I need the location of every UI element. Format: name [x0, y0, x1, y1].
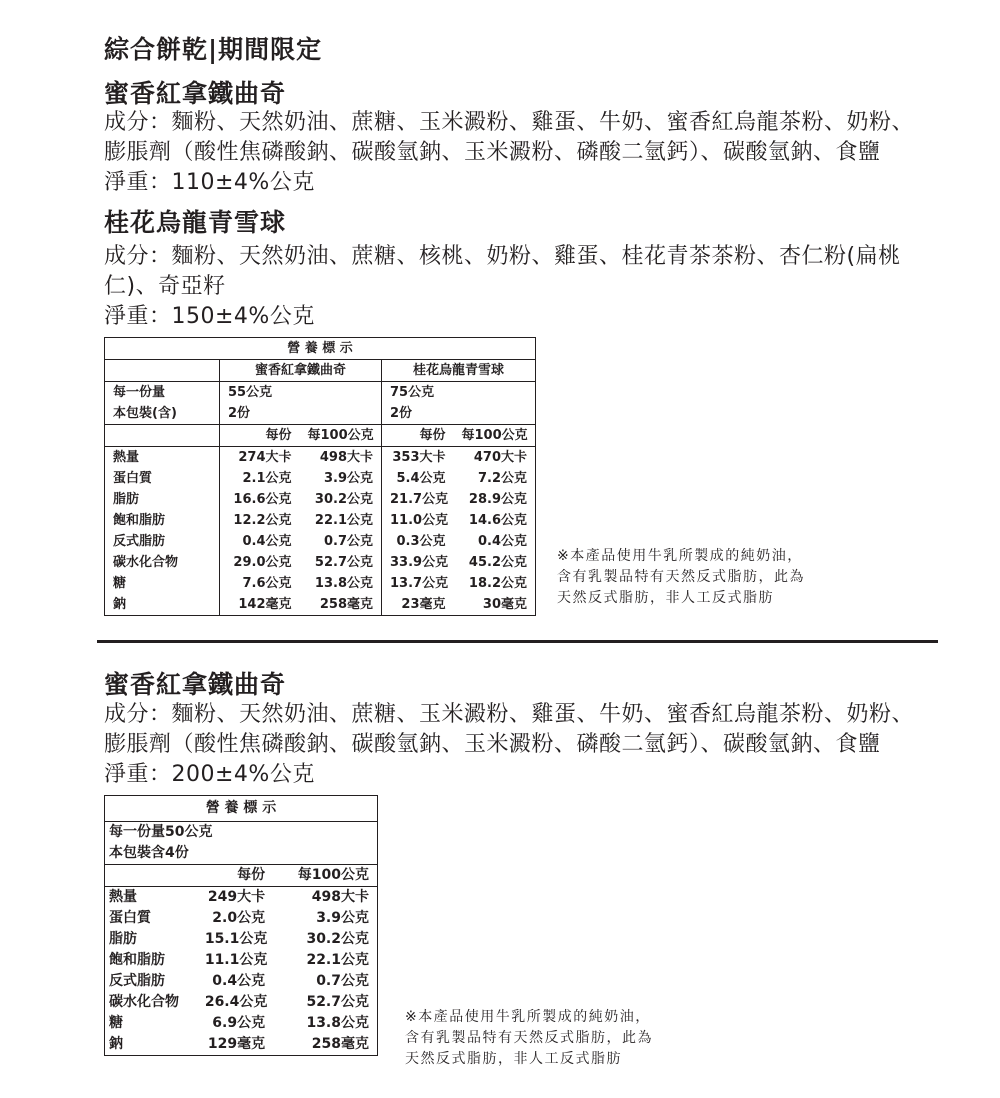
note-line: ※本產品使用牛乳所製成的純奶油，	[405, 1009, 651, 1025]
product-b-per-serving: 353大卡	[382, 447, 454, 469]
per-100g-value: 3.9公克	[316, 910, 369, 926]
product1-ingredients-line2: 膨脹劑（酸性焦磷酸鈉、碳酸氫鈉、玉米澱粉、磷酸二氫鈣）、碳酸氫鈉、食鹽	[104, 140, 881, 165]
nutrient-row	[105, 552, 536, 573]
product-a-per-serving: 12.2公克	[220, 510, 300, 531]
product-a-per-100g: 258毫克	[319, 597, 373, 612]
per-100g-value: 52.7公克	[306, 994, 369, 1010]
nutrient-row	[105, 594, 536, 616]
nutrition-title: 營 養 標 示	[287, 341, 353, 356]
product3-ingredients-line2: 膨脹劑（酸性焦磷酸鈉、碳酸氫鈉、玉米澱粉、磷酸二氫鈣）、碳酸氫鈉、食鹽	[104, 732, 881, 757]
nutrient-row	[105, 468, 536, 489]
per-serving-value: 0.4公克	[212, 973, 266, 989]
per-serving-value: 2.0公克	[212, 910, 266, 926]
product1-net-weight: 淨重：110±4%公克	[104, 170, 315, 195]
product-a-serving: 55公克	[220, 382, 382, 404]
package-line: 本包裝含4份	[109, 845, 189, 861]
nutrient-name: 飽和脂肪	[109, 952, 165, 968]
nutrient-row	[105, 971, 378, 992]
product2-ingredients-line2: 仁)、奇亞籽	[104, 274, 226, 299]
product2-description	[104, 242, 901, 332]
nutrient-row	[105, 887, 378, 909]
product-b-per-100g: 28.9公克	[468, 492, 527, 507]
unit-header-row	[105, 865, 378, 887]
product1-name: 蜜香紅拿鐵曲奇	[104, 79, 287, 108]
nutrient-name: 鈉	[113, 597, 127, 612]
package-row	[105, 843, 378, 865]
product-b-per-serving: 23毫克	[382, 594, 454, 616]
nutrient-name: 熱量	[105, 887, 197, 909]
nutrient-row	[105, 992, 378, 1013]
per-100g-value: 22.1公克	[306, 952, 369, 968]
product-b-per-100g: 0.4公克	[477, 534, 527, 549]
nutrition-title: 營 養 標 示	[205, 800, 277, 816]
nutrient-name: 反式脂肪	[113, 534, 166, 549]
product-header-row	[105, 360, 536, 382]
per-100g-value: 30.2公克	[306, 931, 369, 947]
nutrient-row	[105, 929, 378, 950]
nutrient-name: 糖	[109, 1015, 123, 1031]
product-b-servings: 2份	[382, 403, 536, 425]
product2-net-weight: 淨重：150±4%公克	[104, 304, 315, 329]
nutrient-row	[105, 489, 536, 510]
nutrient-row	[105, 1034, 378, 1056]
product3-net-weight: 淨重：200±4%公克	[104, 762, 315, 787]
nutrient-row	[105, 573, 536, 594]
nutrient-name: 反式脂肪	[109, 973, 165, 989]
per-serving-value: 26.4公克	[204, 994, 268, 1010]
product-b-per-100g: 7.2公克	[477, 471, 527, 486]
product-a-per-100g: 0.7公克	[323, 534, 373, 549]
product-a-per-100g: 498大卡	[300, 447, 382, 469]
nutrient-name: 碳水化合物	[113, 555, 179, 570]
product-a-per-serving: 0.4公克	[220, 531, 300, 552]
trans-fat-note-1	[557, 546, 805, 609]
product2-name: 桂花烏龍青雪球	[104, 208, 287, 237]
product-b-per-serving: 21.7公克	[382, 489, 454, 510]
nutrient-row	[105, 510, 536, 531]
trans-fat-note-2	[405, 1007, 653, 1070]
product-b-per-serving: 11.0公克	[382, 510, 454, 531]
product1-ingredients-line1: 成分：麵粉、天然奶油、蔗糖、玉米澱粉、雞蛋、牛奶、蜜香紅烏龍茶粉、奶粉、	[104, 110, 915, 135]
package-label: 本包裝(含)	[113, 406, 177, 421]
product-a-per-serving: 142毫克	[220, 594, 300, 616]
nutrient-name: 蛋白質	[109, 910, 151, 926]
nutrition-table-combined	[104, 337, 536, 616]
product-b-per-serving: 33.9公克	[382, 552, 454, 573]
product-b-per-serving: 13.7公克	[382, 573, 454, 594]
product-a-per-serving: 29.0公克	[220, 552, 300, 573]
product-a-per-100g: 3.9公克	[323, 471, 373, 486]
section-title: 綜合餅乾|期間限定	[104, 35, 323, 64]
nutrient-name: 碳水化合物	[109, 994, 179, 1010]
product2-ingredients-line1: 成分：麵粉、天然奶油、蔗糖、核桃、奶粉、雞蛋、桂花青茶茶粉、杏仁粉(扁桃	[104, 244, 901, 269]
product-b-per-serving: 5.4公克	[382, 468, 454, 489]
per-serving-header: 每份	[197, 865, 273, 887]
product-a-per-100g: 52.7公克	[314, 555, 373, 570]
note-line: 含有乳製品特有天然反式脂肪，此為	[405, 1030, 653, 1046]
product1-description	[104, 108, 914, 198]
product-b-per-100g-header: 每100公克	[454, 425, 536, 447]
note-line: 天然反式脂肪，非人工反式脂肪	[405, 1051, 622, 1067]
product-a-per-serving: 16.6公克	[220, 489, 300, 510]
unit-header-row	[105, 425, 536, 447]
note-line: 天然反式脂肪，非人工反式脂肪	[557, 590, 774, 606]
serving-line: 每一份量50公克	[105, 822, 378, 844]
nutrient-name: 鈉	[109, 1036, 123, 1052]
per-serving-value: 15.1公克	[204, 931, 268, 947]
product-a-per-100g: 13.8公克	[314, 576, 373, 591]
per-100g-value: 258毫克	[311, 1036, 369, 1052]
product3-ingredients-line1: 成分：麵粉、天然奶油、蔗糖、玉米澱粉、雞蛋、牛奶、蜜香紅烏龍茶粉、奶粉、	[104, 702, 915, 727]
serving-label: 每一份量	[105, 382, 220, 404]
note-line: ※本產品使用牛乳所製成的純奶油，	[557, 548, 803, 564]
product-b-per-100g: 470大卡	[454, 447, 536, 469]
nutrient-row	[105, 531, 536, 552]
product-b-per-100g: 18.2公克	[468, 576, 527, 591]
per-serving-value: 11.1公克	[204, 952, 268, 968]
per-100g-header: 每100公克	[273, 865, 377, 887]
nutrient-name: 熱量	[105, 447, 220, 469]
product-a-per-serving-header: 每份	[220, 425, 300, 447]
product-a-per-100g: 22.1公克	[314, 513, 373, 528]
nutrient-name: 脂肪	[113, 492, 140, 507]
per-serving-value: 249大卡	[197, 887, 273, 909]
per-100g-value: 0.7公克	[316, 973, 369, 989]
per-serving-value: 129毫克	[207, 1036, 266, 1052]
package-row	[105, 403, 536, 425]
product-b-per-serving-header: 每份	[382, 425, 454, 447]
per-serving-value: 6.9公克	[212, 1015, 266, 1031]
nutrient-row	[105, 447, 536, 469]
product-a-per-serving: 7.6公克	[220, 573, 300, 594]
serving-row	[105, 382, 536, 404]
nutrient-name: 脂肪	[109, 931, 137, 947]
nutrition-title-row	[105, 338, 536, 360]
nutrient-row	[105, 1013, 378, 1034]
nutrient-row	[105, 908, 378, 929]
per-100g-value: 498大卡	[273, 887, 377, 909]
nutrition-title-row	[105, 796, 378, 822]
product-a-per-serving: 2.1公克	[220, 468, 300, 489]
product-b-per-100g: 14.6公克	[468, 513, 527, 528]
product-b-per-serving: 0.3公克	[382, 531, 454, 552]
section-divider	[97, 640, 938, 643]
nutrient-name: 糖	[113, 576, 127, 591]
note-line: 含有乳製品特有天然反式脂肪，此為	[557, 569, 805, 585]
product-a-per-100g: 30.2公克	[314, 492, 373, 507]
column-product-a: 蜜香紅拿鐵曲奇	[220, 360, 382, 382]
per-100g-value: 13.8公克	[306, 1015, 369, 1031]
product-b-per-100g: 45.2公克	[468, 555, 527, 570]
product-b-serving: 75公克	[382, 382, 536, 404]
nutrition-table-single	[104, 795, 378, 1056]
nutrient-name: 飽和脂肪	[113, 513, 166, 528]
column-product-b: 桂花烏龍青雪球	[382, 360, 536, 382]
nutrient-name: 蛋白質	[113, 471, 153, 486]
product3-name: 蜜香紅拿鐵曲奇	[104, 670, 287, 699]
product-a-servings: 2份	[220, 403, 382, 425]
product3-description	[104, 700, 914, 790]
nutrient-row	[105, 950, 378, 971]
product-a-per-serving: 274大卡	[220, 447, 300, 469]
product-b-per-100g: 30毫克	[482, 597, 527, 612]
serving-row	[105, 822, 378, 844]
product-a-per-100g-header: 每100公克	[300, 425, 382, 447]
